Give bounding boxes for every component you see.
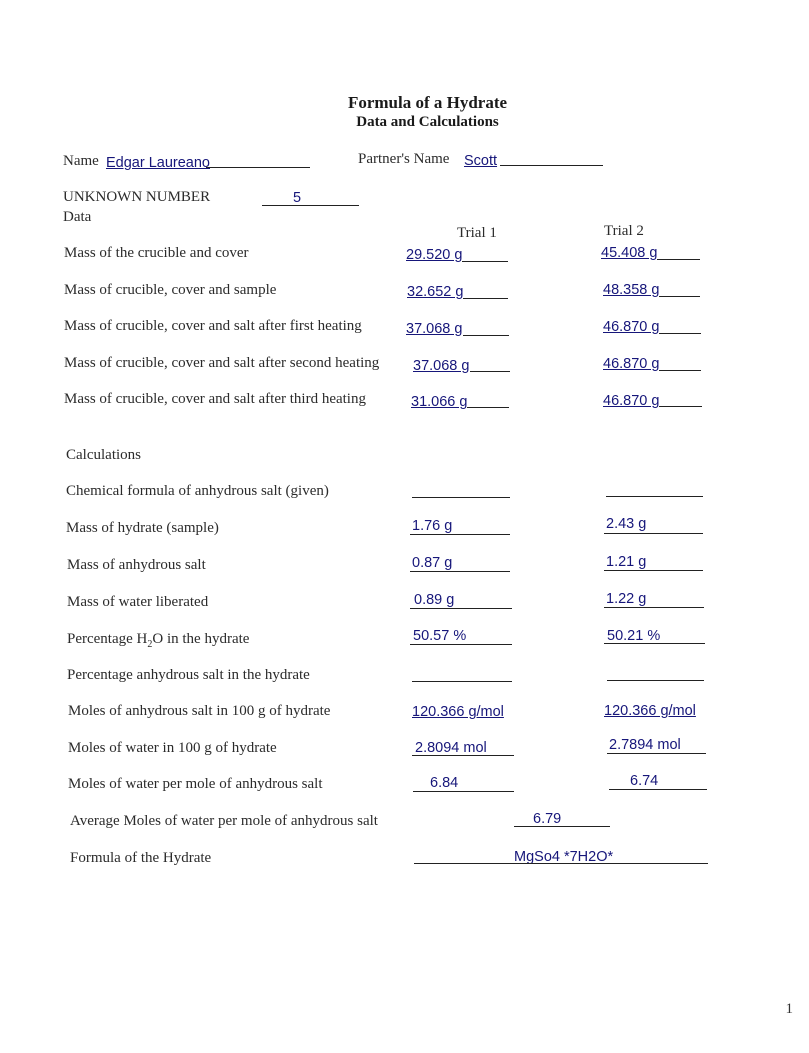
calc-row-label: Moles of water per mole of anhydrous salt: [68, 776, 323, 792]
name-label: Name: [63, 153, 99, 169]
calc-row-blank: [410, 608, 512, 609]
data-heading: Data: [63, 209, 92, 225]
calc-row-blank: [604, 570, 703, 571]
data-row-trial2: 46.870 g: [603, 319, 660, 335]
calc-row-label: Mass of hydrate (sample): [66, 520, 219, 536]
calc-row-blank: [606, 496, 703, 497]
calc-row-blank: [607, 680, 704, 681]
data-row-blank: [659, 370, 701, 371]
calc-row-label: [67, 631, 249, 650]
page-number: 1: [785, 1001, 793, 1017]
calc-row-blank: [410, 644, 512, 645]
calc-row-trial2: 1.21 g: [606, 554, 647, 570]
data-row-label: Mass of crucible, cover and sample: [64, 282, 277, 298]
data-row-blank: [463, 335, 509, 336]
calc-row-blank: [604, 643, 705, 644]
data-row-blank: [470, 371, 510, 372]
data-row-trial1: 31.066 g: [411, 394, 468, 410]
calc-row-label-subscript: 2: [147, 639, 153, 650]
unknown-value: 5: [293, 190, 302, 206]
calculations-heading: Calculations: [66, 447, 141, 463]
calc-row-blank: [604, 607, 704, 608]
formula-label: Formula of the Hydrate: [70, 850, 212, 866]
data-row-label: Mass of crucible, cover and salt after first heating: [64, 318, 362, 334]
calc-row-trial1: 6.84: [430, 775, 459, 791]
calc-row-trial2: 120.366 g/mol: [604, 703, 696, 719]
page-title: Formula of a Hydrate: [347, 93, 508, 112]
data-row-blank: [463, 298, 508, 299]
data-row-trial2: 46.870 g: [603, 393, 660, 409]
data-row-blank: [462, 261, 508, 262]
data-row-trial1: 37.068 g: [413, 358, 470, 374]
partner-label: Partner's Name: [358, 151, 450, 167]
calc-row-trial2: 50.21 %: [607, 628, 661, 644]
calc-row-blank: [410, 571, 510, 572]
calc-row-blank: [410, 534, 510, 535]
calc-row-blank: [607, 753, 706, 754]
data-row-label: Mass of crucible, cover and salt after second heating: [64, 355, 380, 371]
data-row-blank: [659, 333, 701, 334]
partner-blank: [500, 165, 603, 166]
trial2-header: Trial 2: [604, 223, 644, 239]
unknown-blank: [262, 205, 359, 206]
calc-row-label-pre: Percentage H: [67, 631, 148, 647]
calc-row-label: Moles of anhydrous salt in 100 g of hydrate: [68, 703, 331, 719]
page-subtitle: Data and Calculations: [356, 114, 499, 130]
calc-row-label: Mass of anhydrous salt: [67, 557, 206, 573]
name-value: Edgar Laureano: [106, 155, 210, 171]
partner-value: Scott: [464, 153, 498, 169]
data-row-trial1: 29.520 g: [406, 247, 463, 263]
data-row-label: Mass of the crucible and cover: [64, 245, 249, 261]
data-row-trial2: 48.358 g: [603, 282, 660, 298]
calc-row-trial1: 2.8094 mol: [415, 740, 487, 756]
calc-row-trial2: 2.7894 mol: [609, 737, 681, 753]
calc-row-trial2: 1.22 g: [606, 591, 647, 607]
calc-row-trial2: 6.74: [630, 773, 659, 789]
formula-blank: [414, 863, 708, 864]
data-row-trial1: 32.652 g: [407, 284, 464, 300]
average-blank: [514, 826, 610, 827]
calc-row-blank: [412, 755, 514, 756]
calc-row-blank: [609, 789, 707, 790]
average-label: Average Moles of water per mole of anhydrous salt: [70, 813, 378, 829]
calc-row-blank: [604, 533, 703, 534]
data-row-blank: [659, 406, 702, 407]
trial1-header: Trial 1: [457, 225, 497, 241]
calc-row-trial1: 0.87 g: [412, 555, 453, 571]
calc-row-blank: [412, 681, 512, 682]
calc-row-label: Mass of water liberated: [67, 594, 209, 610]
data-row-blank: [657, 259, 700, 260]
calc-row-trial1: 0.89 g: [414, 592, 455, 608]
data-row-blank: [467, 407, 509, 408]
calc-row-trial1: 120.366 g/mol: [412, 704, 504, 720]
calc-row-trial2: 2.43 g: [606, 516, 647, 532]
calc-row-label-post: O in the hydrate: [152, 631, 250, 647]
data-row-blank: [659, 296, 700, 297]
unknown-label: UNKNOWN NUMBER: [63, 189, 211, 205]
data-row-label: Mass of crucible, cover and salt after third heating: [64, 391, 366, 407]
calc-row-label: Moles of water in 100 g of hydrate: [68, 740, 277, 756]
calc-row-label: Chemical formula of anhydrous salt (given): [66, 483, 329, 499]
calc-row-trial1: 1.76 g: [412, 518, 453, 534]
calc-row-blank: [413, 791, 514, 792]
name-blank: [206, 167, 310, 168]
formula-value: MgSo4 *7H2O*: [514, 849, 614, 865]
data-row-trial2: 46.870 g: [603, 356, 660, 372]
data-row-trial1: 37.068 g: [406, 321, 463, 337]
calc-row-trial1: 50.57 %: [413, 628, 467, 644]
data-row-trial2: 45.408 g: [601, 245, 658, 261]
calc-row-blank: [412, 497, 510, 498]
average-value: 6.79: [533, 811, 562, 827]
calc-row-label: Percentage anhydrous salt in the hydrate: [67, 667, 310, 683]
